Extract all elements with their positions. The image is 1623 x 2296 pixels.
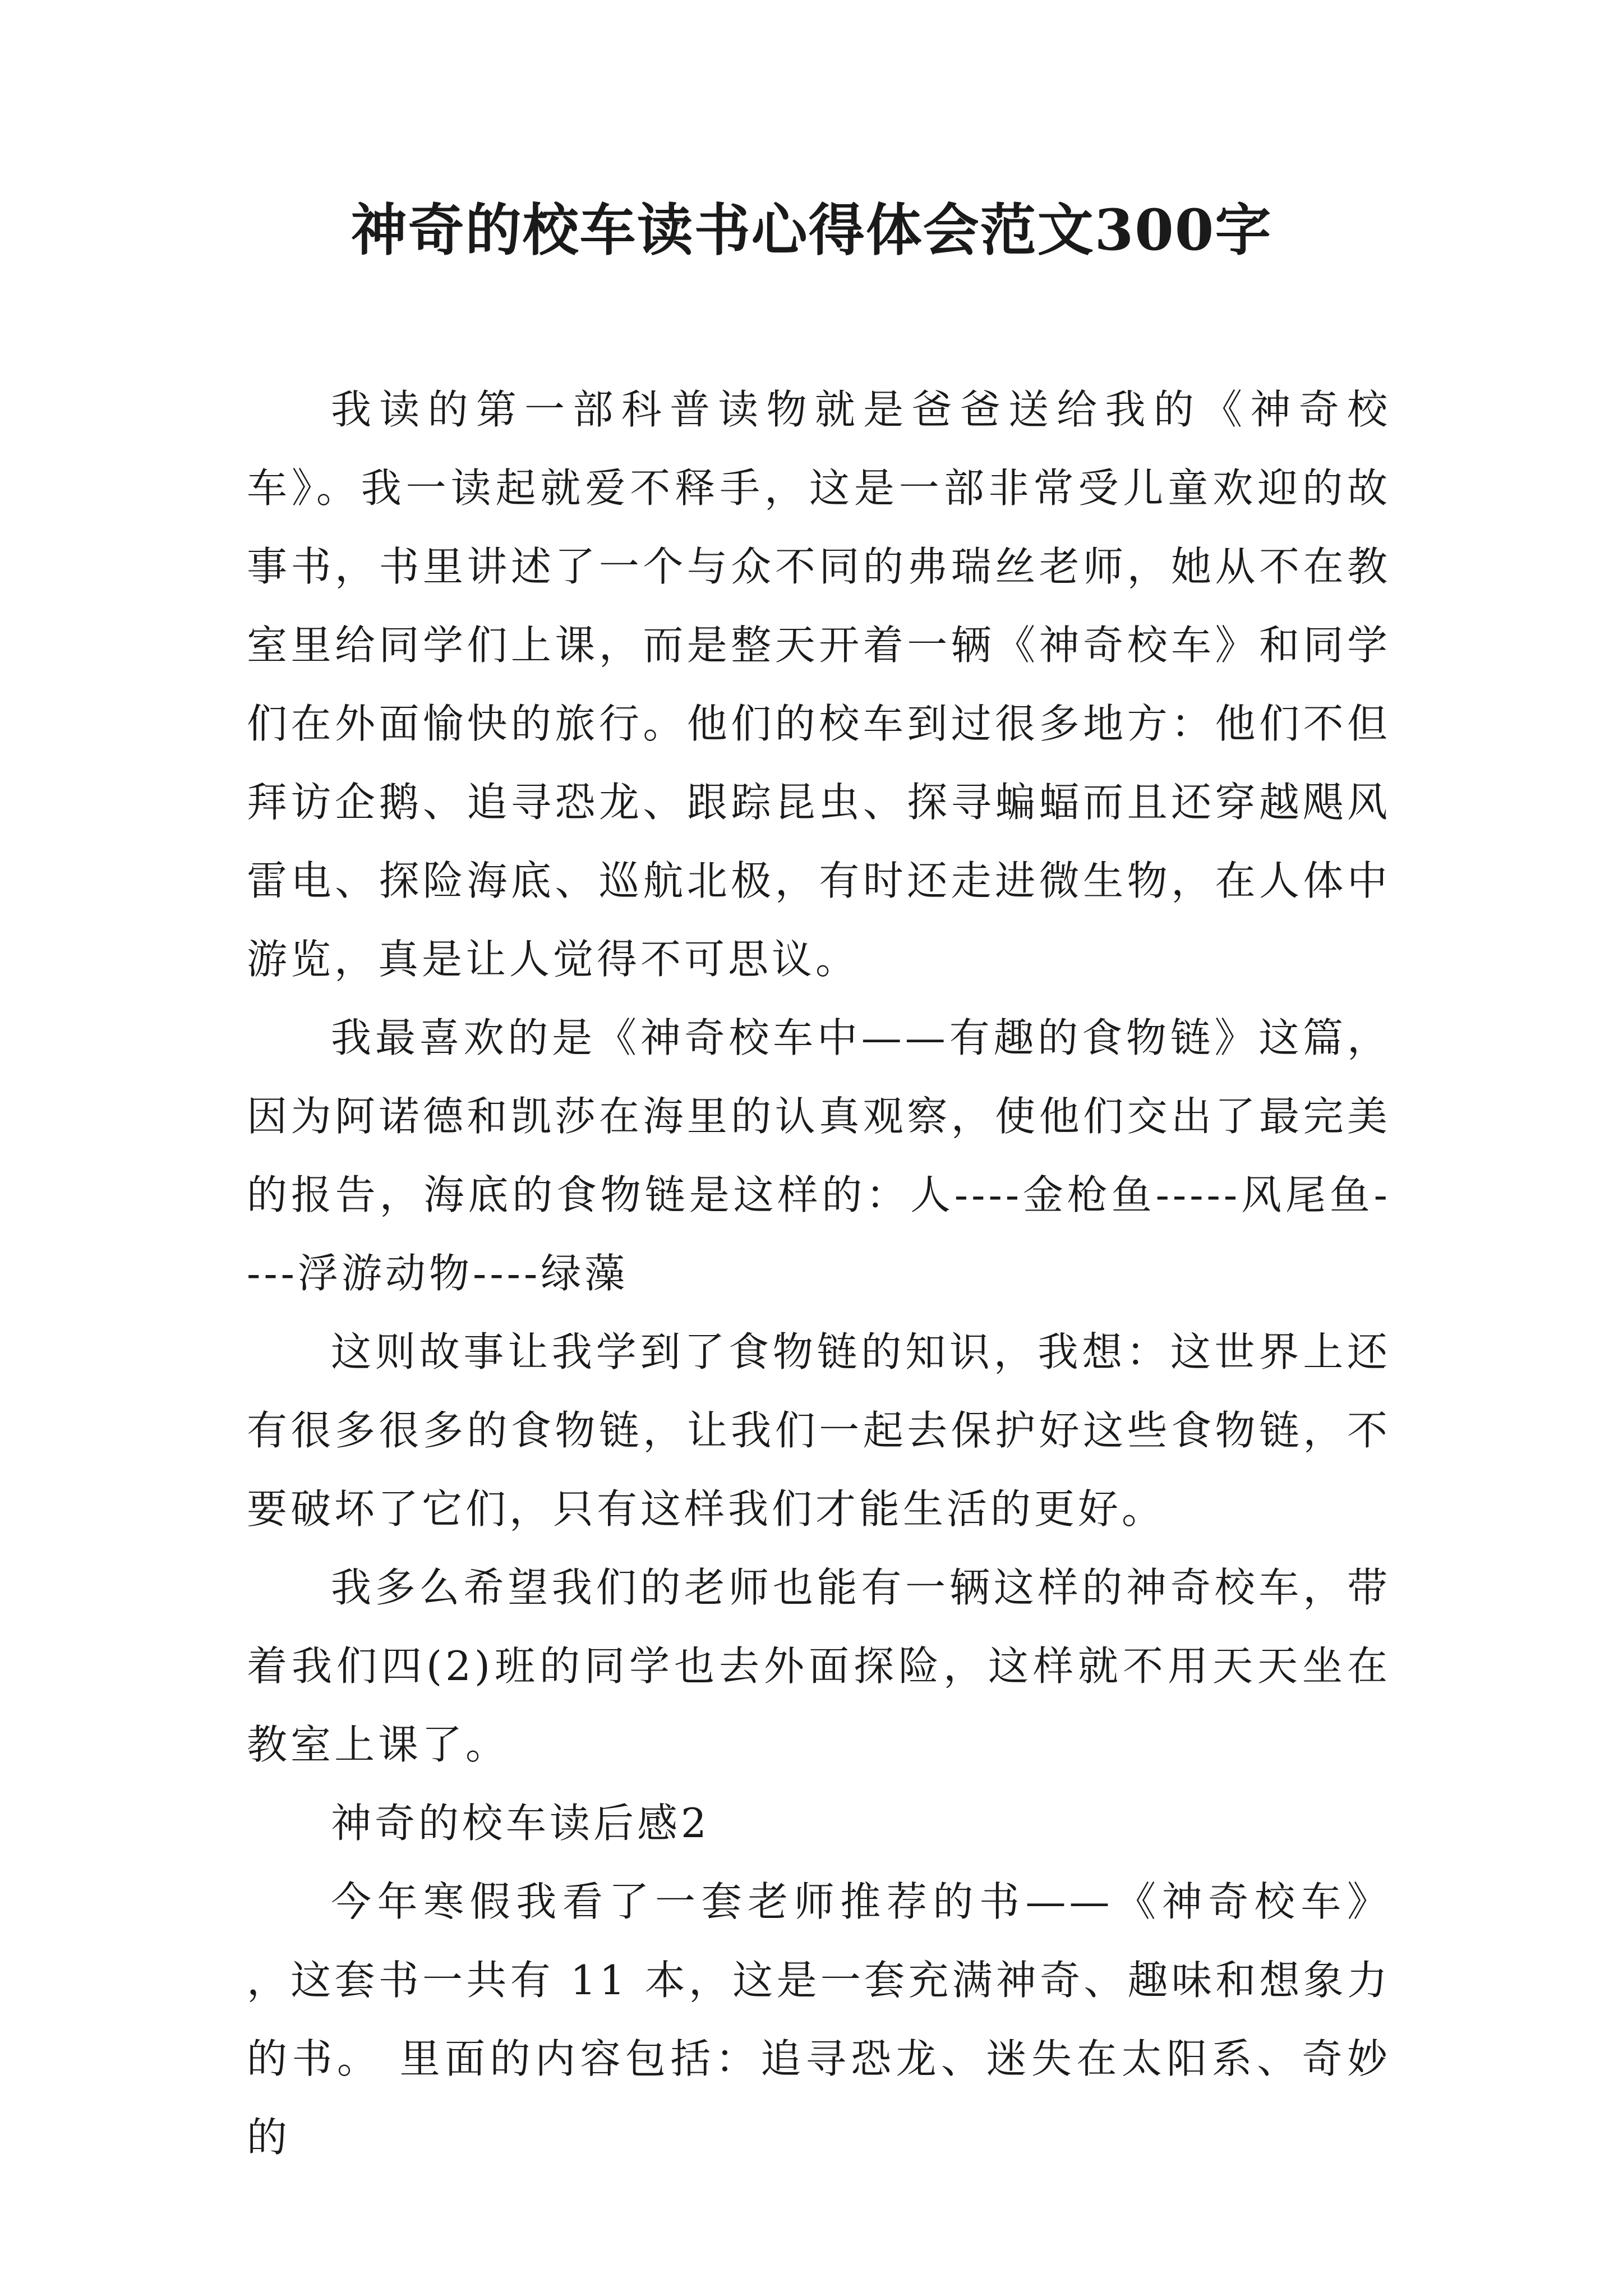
document-title: 神奇的校车读书心得体会范文300字 (351, 197, 1272, 263)
paragraph-4: 我多么希望我们的老师也能有一辆这样的神奇校车，带着我们四(2)班的同学也去外面探险，这样就不用天天坐在教室上课了。 (247, 1564, 1391, 1768)
paragraph-1: 我读的第一部科普读物就是爸爸送给我的《神奇校车》。我一读起就爱不释手，这是一部非常受儿童欢迎的故事书，书里讲述了一个与众不同的弗瑞丝老师，她从不在教室里给同学们上课，而是整天开着一辆《神奇校车》和同学们在外面愉快的旅行。他们的校车到过很多地方：他们不但拜访企鹅、追寻恐龙、跟踪昆虫、探寻蝙蝠而且还穿越飓风雷电、探险海底、巡航北极，有时还走进微生物，在人体中游览，真是让人觉得不可思议。 (247, 386, 1391, 983)
paragraph-5: 今年寒假我看了一套老师推荐的书——《神奇校车》 ，这套书一共有 11 本，这是一套充满神奇、趣味和想象力的书。 里面的内容包括：追寻恐龙、迷失在太阳系、奇妙的 (247, 1878, 1391, 2161)
paragraph-3: 这则故事让我学到了食物链的知识，我想：这世界上还有很多很多的食物链，让我们一起去保护好这些食物链，不要破坏了它们，只有这样我们才能生活的更好。 (247, 1328, 1391, 1533)
section-heading-2: 神奇的校车读后感2 (331, 1800, 710, 1847)
document-body (247, 370, 1391, 2177)
paragraph-2: 我最喜欢的是《神奇校车中——有趣的食物链》这篇，因为阿诺德和凯莎在海里的认真观察，使他们交出了最完美的报告，海底的食物链是这样的：人----金枪鱼-----风尾鱼----浮游动物----绿藻 (247, 1014, 1391, 1297)
